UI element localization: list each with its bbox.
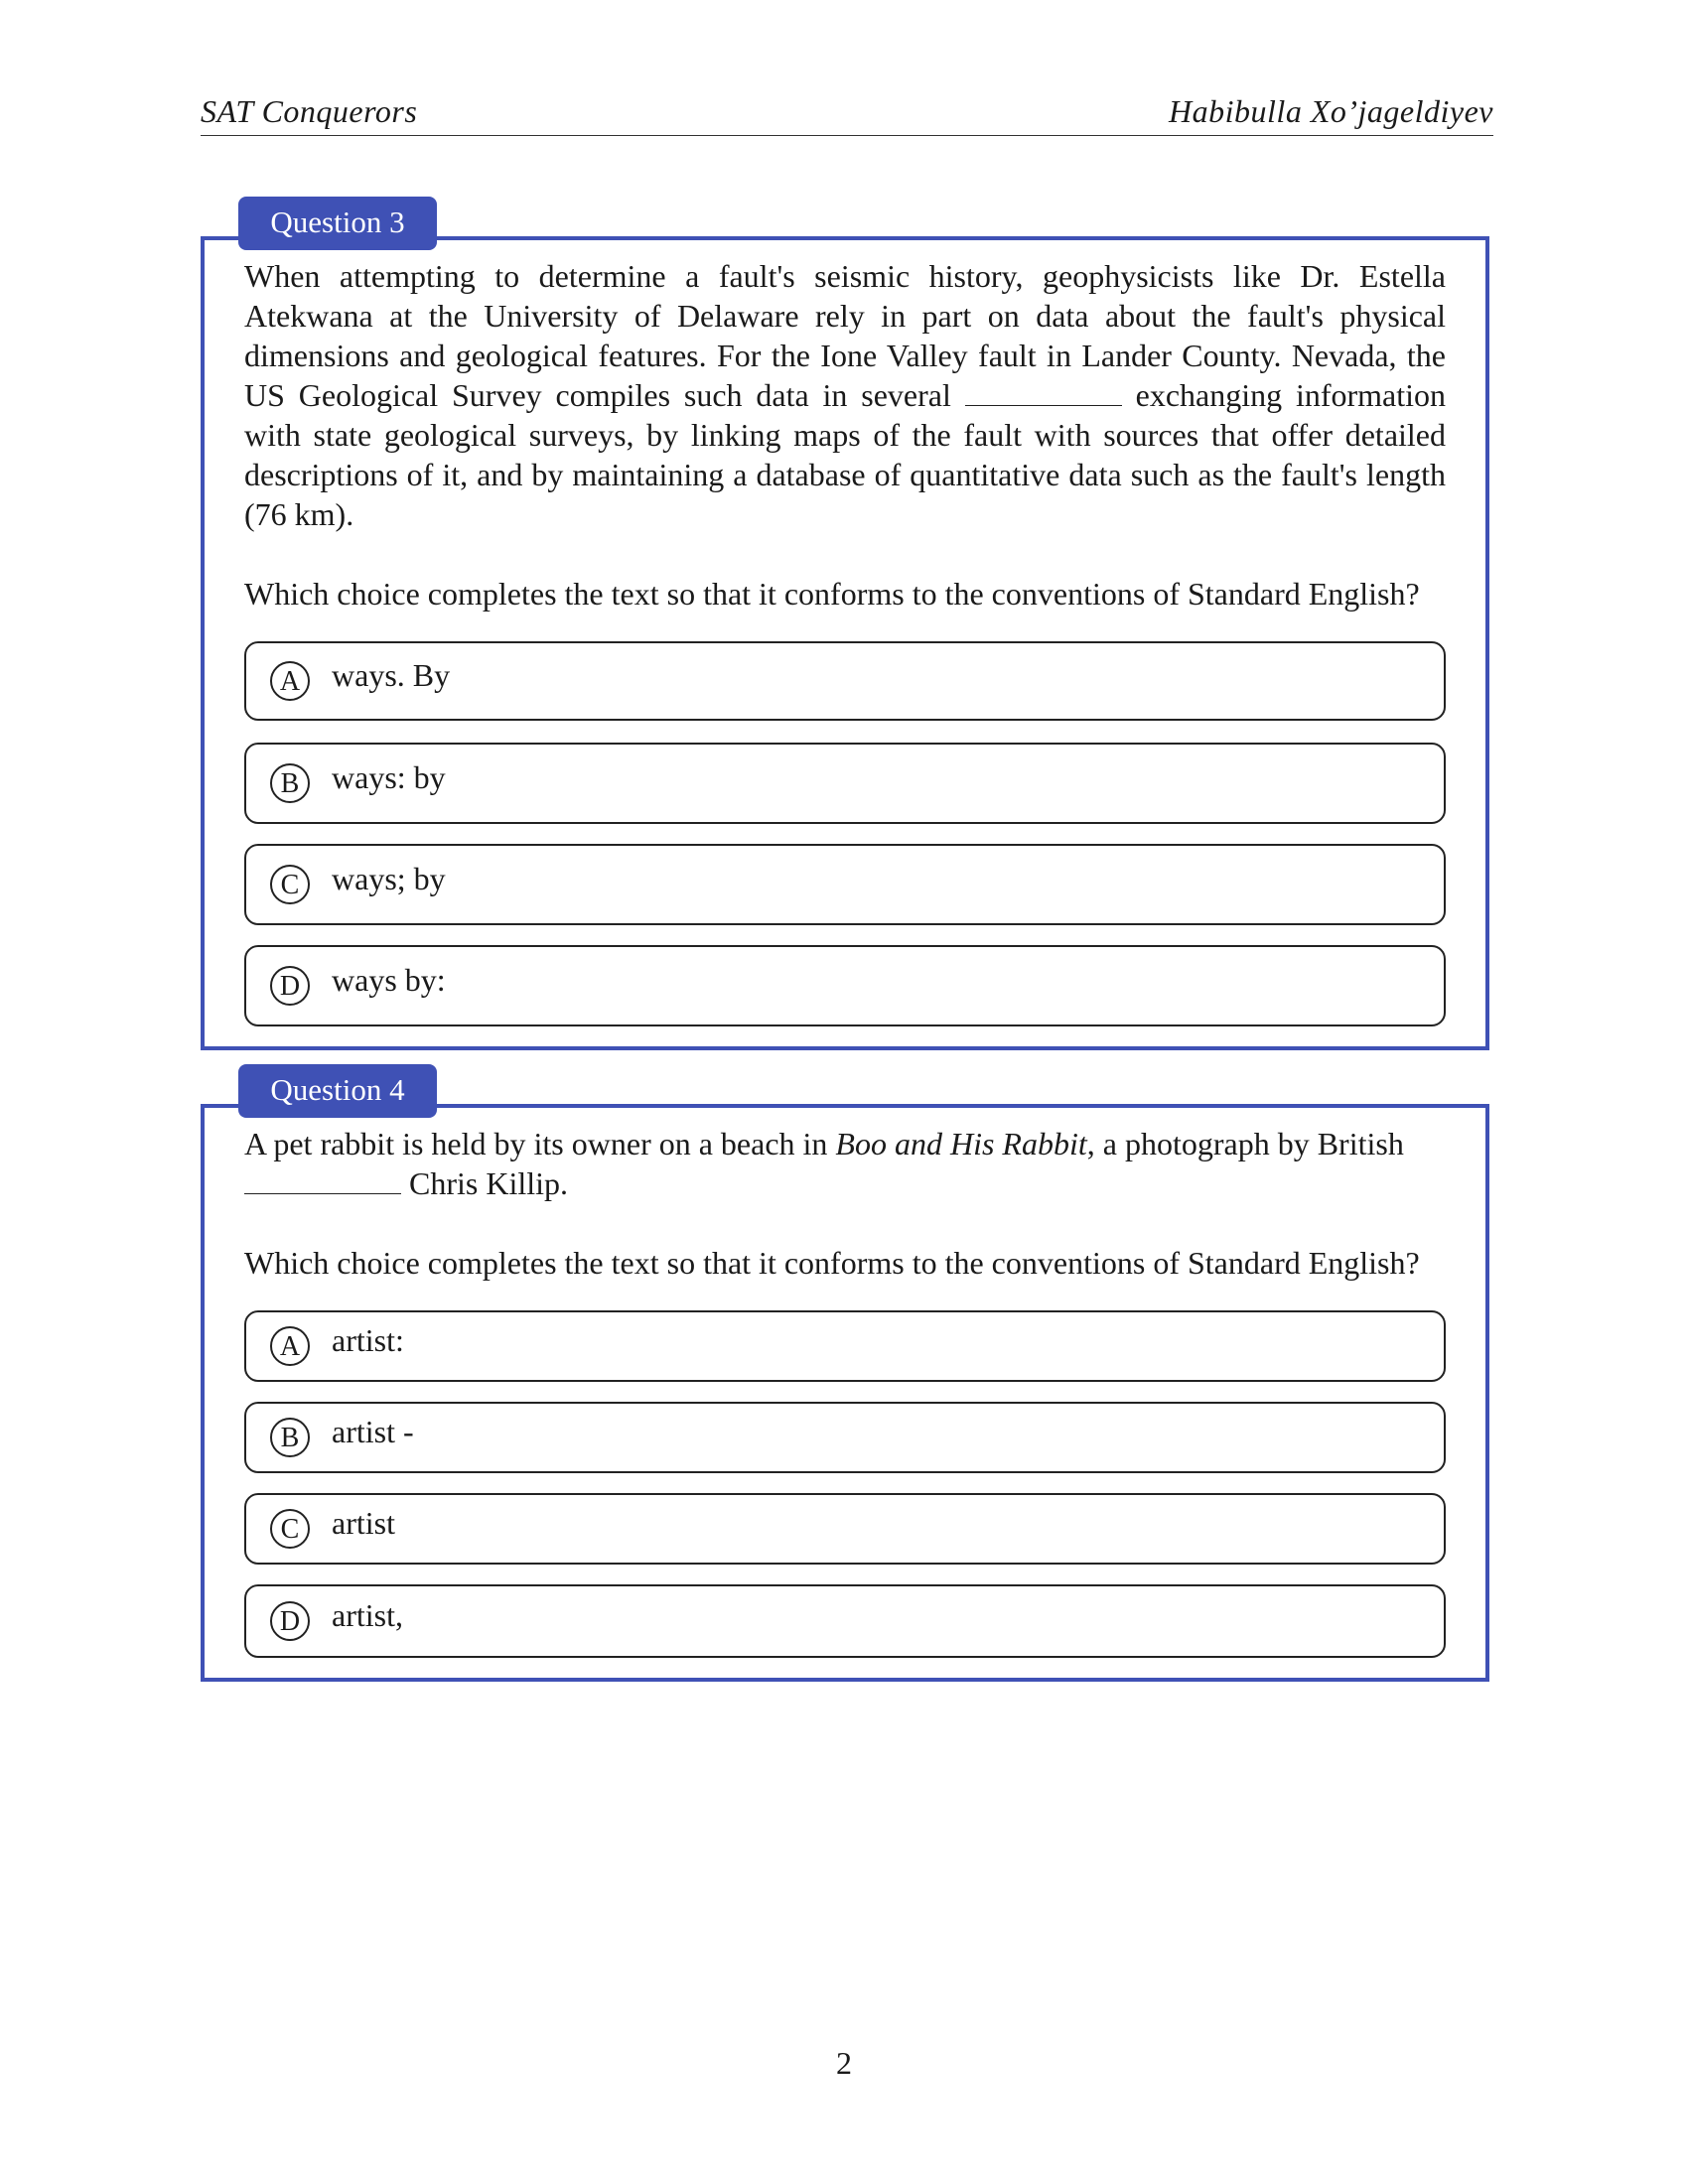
answer-blank xyxy=(965,379,1122,406)
question-4-choice-a[interactable] xyxy=(244,1310,1446,1382)
choice-text: ways by: xyxy=(332,962,446,998)
question-3-choice-c[interactable] xyxy=(244,844,1446,925)
choice-letter-b: B xyxy=(270,763,310,803)
choice-text: ways. By xyxy=(332,657,451,693)
choice-letter-d: D xyxy=(270,966,310,1006)
question-3-box xyxy=(201,236,1489,1050)
question-4-box xyxy=(201,1104,1489,1682)
question-3-prompt-wrap xyxy=(244,574,1446,614)
choice-text: ways: by xyxy=(332,759,446,795)
page-header xyxy=(201,91,1493,136)
question-3-label: Question 3 xyxy=(238,197,437,250)
question-3-passage-part2: exchanging information with state geological surveys, by linking maps of the fault with sources that offer detailed descriptions of it, and by maintaining a database of quantitative data such as the fault's length (76 km). xyxy=(244,377,1447,532)
choice-letter-c: C xyxy=(270,1509,310,1549)
choice-letter-b: B xyxy=(270,1418,310,1457)
choice-letter-a: A xyxy=(270,1326,310,1366)
choice-text: artist xyxy=(332,1505,395,1541)
question-4-choice-b[interactable] xyxy=(244,1402,1446,1473)
question-4-choice-c[interactable] xyxy=(244,1493,1446,1565)
question-4-passage-part3: Chris Killip. xyxy=(409,1165,569,1201)
question-3-choice-a[interactable] xyxy=(244,641,1446,721)
choice-letter-d: D xyxy=(270,1601,310,1641)
question-3-choice-d[interactable] xyxy=(244,945,1446,1026)
question-4-prompt-wrap xyxy=(244,1243,1446,1283)
choice-text: artist, xyxy=(332,1597,403,1633)
question-3-passage xyxy=(244,256,1446,534)
question-3-passage-part1: When attempting to determine a fault's seismic history, geophysicists like Dr. Estella Atekwana at the University of Delaware rely in part on data about the fault's physical dimensions and geological features. For the Ione Valley fault in Lander County. Nevada, the US Geological Survey compiles such data in several xyxy=(244,258,1446,413)
header-title: SAT Conquerors xyxy=(201,93,418,129)
question-4-passage-part2: , a photograph by British xyxy=(1086,1126,1404,1161)
question-4-prompt: Which choice completes the text so that it conforms to the conventions of Standard English? xyxy=(244,1245,1420,1281)
answer-blank xyxy=(244,1167,401,1194)
choice-letter-c: C xyxy=(270,865,310,904)
header-author: Habibulla Xo’jageldiyev xyxy=(1169,93,1493,129)
question-3-choice-b[interactable] xyxy=(244,743,1446,824)
choice-text: ways; by xyxy=(332,861,446,896)
question-4-passage-part1: A pet rabbit is held by its owner on a beach in xyxy=(244,1126,828,1161)
choice-text: artist - xyxy=(332,1414,414,1449)
page-number: 2 xyxy=(836,2045,852,2081)
question-3-prompt: Which choice completes the text so that it conforms to the conventions of Standard English? xyxy=(244,576,1420,612)
question-4-label: Question 4 xyxy=(238,1064,437,1118)
choice-text: artist: xyxy=(332,1322,404,1358)
photograph-title: Boo and His Rabbit xyxy=(835,1126,1087,1161)
question-4-choice-d[interactable] xyxy=(244,1584,1446,1658)
question-4-passage xyxy=(244,1124,1446,1203)
choice-letter-a: A xyxy=(270,661,310,701)
